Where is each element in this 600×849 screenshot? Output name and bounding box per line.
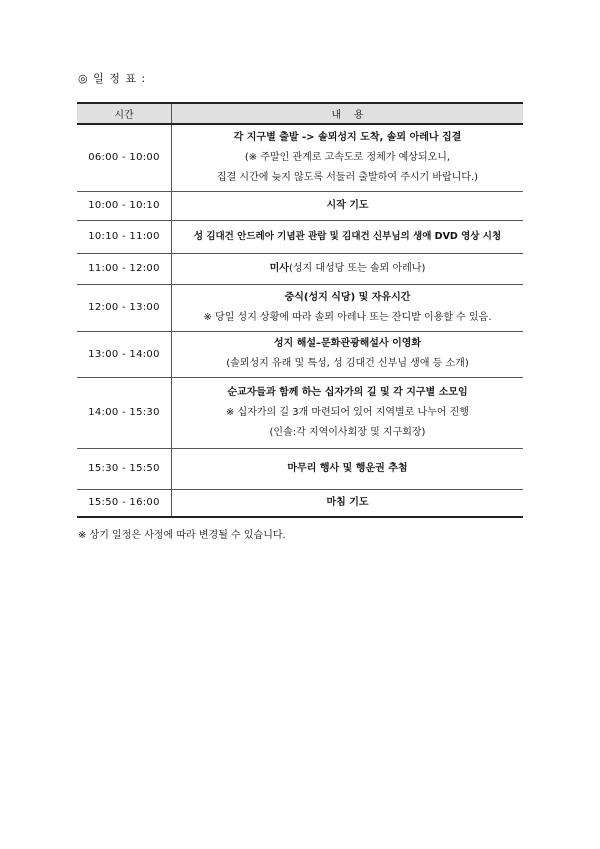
- table-row: [77, 253, 523, 284]
- table-row: [77, 124, 523, 191]
- activity-detail: 집결 시간에 늦지 않도록 서둘러 출발하여 주시기 바랍니다.): [216, 171, 479, 183]
- activity-title: 미사: [269, 262, 289, 274]
- activity-title: 순교자들과 함께 하는 십자가의 길 및 각 지구별 소모임: [227, 386, 468, 398]
- time-cell: 13:00 - 14:00: [77, 331, 172, 377]
- table-row: [77, 220, 523, 253]
- time-cell: 15:50 - 16:00: [77, 489, 172, 517]
- content-cell: [172, 124, 524, 191]
- time-column-header: 시간: [77, 103, 172, 124]
- table-row: [77, 448, 523, 489]
- activity-detail: (솔뫼성지 유래 및 특성, 성 김대건 신부님 생애 등 소개): [226, 358, 469, 369]
- time-cell: 12:00 - 13:00: [77, 284, 172, 331]
- schedule-heading: ◎ 일 정 표 :: [78, 72, 147, 85]
- activity-detail: (인솔:각 지역이사회장 및 지구회장): [269, 426, 426, 438]
- schedule-table: [77, 102, 523, 518]
- footnote: ※ 상기 일정은 사정에 따라 변경될 수 있습니다.: [78, 530, 286, 541]
- table-row: [77, 377, 523, 448]
- content-cell: [172, 191, 524, 220]
- activity-title: 마침 기도: [326, 496, 369, 508]
- table-row: [77, 331, 523, 377]
- activity-title: 중식(성지 식당) 및 자유시간: [284, 291, 411, 303]
- content-cell: [172, 284, 524, 331]
- table-row: [77, 284, 523, 331]
- table-row: [77, 191, 523, 220]
- activity-detail: ※ 당일 성지 상황에 따라 솔뫼 아레나 또는 잔디밭 이용할 수 있음.: [203, 311, 492, 323]
- activity-title: 각 지구별 출발 -> 솔뫼성지 도착, 솔뫼 아레나 집결: [233, 131, 462, 143]
- time-cell: 15:30 - 15:50: [77, 448, 172, 489]
- time-cell: 10:00 - 10:10: [77, 191, 172, 220]
- content-column-header: 내 용: [172, 103, 524, 124]
- table-row: [77, 489, 523, 517]
- activity-title: 성지 해설–문화관광해설사 이영화: [273, 338, 422, 349]
- time-cell: 06:00 - 10:00: [77, 124, 172, 191]
- activity-title: 마무리 행사 및 행운권 추첨: [287, 462, 408, 474]
- content-cell: [172, 489, 524, 517]
- activity-detail: ※ 십자가의 길 3개 마련되어 있어 지역별로 나누어 진행: [225, 406, 470, 418]
- activity-title: 시작 기도: [326, 199, 369, 211]
- content-cell: [172, 220, 524, 253]
- content-cell: [172, 448, 524, 489]
- activity-detail: (※ 주말인 관계로 고속도로 정체가 예상되오니,: [244, 151, 451, 163]
- activity-location: (성지 대성당 또는 솔뫼 아레나): [288, 262, 426, 274]
- content-cell: [172, 377, 524, 448]
- time-cell: 10:10 - 11:00: [77, 220, 172, 253]
- table-header-row: [77, 103, 523, 124]
- activity-title: 성 김대건 안드레아 기념관 관람 및 김대건 신부님의 생애 DVD 영상 시청: [193, 230, 502, 242]
- content-cell: [172, 253, 524, 284]
- time-cell: 14:00 - 15:30: [77, 377, 172, 448]
- content-cell: [172, 331, 524, 377]
- time-cell: 11:00 - 12:00: [77, 253, 172, 284]
